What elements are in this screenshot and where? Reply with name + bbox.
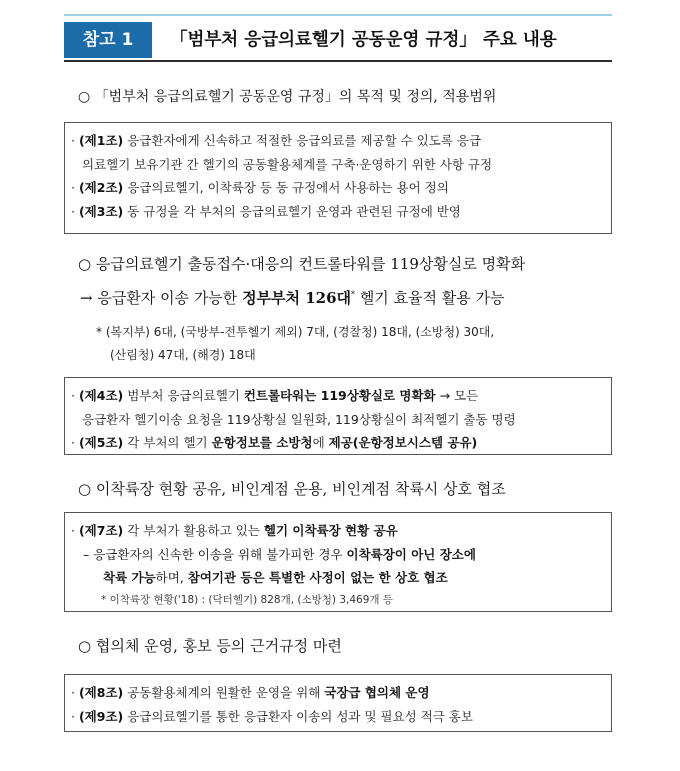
article-5-bold-1: 운항정보를 소방청 — [211, 435, 313, 450]
footnote-mark: * — [351, 290, 356, 299]
section1-box — [64, 122, 612, 234]
article-1-cont: 의료헬기 보유기관 간 헬기의 공동활용체계를 구축·운영하기 위한 사항 규정 — [82, 156, 493, 172]
article-4-label: (제4조) — [78, 388, 124, 403]
article-4-tail: → 모든 — [435, 388, 479, 403]
article-7-sub-text: – 응급환자의 신속한 이송을 위해 불가피한 경우 — [83, 546, 347, 562]
article-8-label: (제8조) — [78, 685, 124, 700]
arrow-prefix: → 응급환자 이송 가능한 — [80, 289, 243, 307]
article-7-sub-cont — [71, 566, 603, 590]
article-8-line — [71, 681, 603, 705]
section3-box — [64, 512, 612, 612]
article-7-sub-bold: 이착륙장이 아닌 장소에 — [346, 546, 476, 562]
helicopter-count-note-2: (산림청) 47대, (해경) 18대 — [110, 348, 256, 362]
article-5-label: (제5조) — [78, 435, 124, 450]
article-3-line — [71, 200, 603, 224]
helipad-status-note: * 이착륙장 현황('18) : (닥터헬기) 828개, (소방청) 3,469개 등 — [101, 593, 394, 606]
section2-heading: ○ 응급의료헬기 출동접수·대응의 컨트롤타워를 119상황실로 명확화 — [78, 255, 526, 273]
article-5-text: 각 부처의 헬기 — [123, 435, 212, 450]
article-5-line — [71, 431, 603, 455]
article-9-line — [71, 705, 603, 729]
section3-heading: ○ 이착륙장 현황 공유, 비인계점 운용, 비인계점 착륙시 상호 협조 — [78, 480, 506, 498]
section4-heading: ○ 협의체 운영, 홍보 등의 근거규정 마련 — [78, 637, 342, 655]
article-9-label: (제9조) — [78, 708, 124, 724]
article-7-cont-text: 하며, — [155, 570, 188, 585]
bullet: · — [71, 180, 75, 195]
section4-box — [64, 674, 612, 732]
article-7-text: 각 부처가 활용하고 있는 — [123, 523, 264, 538]
article-7-sub — [71, 543, 603, 567]
bullet: · — [71, 435, 75, 450]
article-8-bold: 국장급 협의체 운영 — [324, 685, 430, 700]
article-5-bold-2: 제공(운항정보시스템 공유) — [328, 435, 478, 450]
article-7-line — [71, 519, 603, 543]
article-7-cont-bold-2: 참여기관 등은 특별한 사정이 없는 한 상호 협조 — [187, 570, 448, 585]
arrow-bold: 정부부처 126대 — [242, 289, 352, 307]
article-8-text: 공동활용체계의 원활한 운영을 위해 — [123, 685, 325, 700]
section1-heading: ○ 「범부처 응급의료헬기 공동운영 규정」의 목적 및 정의, 적용범위 — [78, 89, 497, 105]
article-5-mid: 에 — [312, 435, 329, 450]
section2-box — [64, 377, 612, 455]
reference-tag: 참고 1 — [64, 22, 152, 58]
article-7-bold: 헬기 이착륙장 현황 공유 — [263, 523, 398, 538]
article-4-text: 범부처 응급의료헬기 — [123, 388, 244, 403]
article-1-label: (제1조) — [78, 133, 124, 148]
article-1-text: 응급환자에게 신속하고 적절한 응급의료를 제공할 수 있도록 응급 — [123, 133, 482, 148]
article-2-text: 응급의료헬기, 이착륙장 등 동 규정에서 사용하는 용어 정의 — [123, 180, 449, 195]
header-rule — [64, 60, 612, 62]
article-2-label: (제2조) — [78, 180, 124, 195]
article-1-line — [71, 129, 603, 153]
bullet: · — [71, 685, 75, 700]
article-2-line — [71, 176, 603, 200]
article-4-cont: 응급환자 헬기이송 요청을 119상황실 일원화, 119상황실이 최적헬기 출동 명령 — [82, 411, 516, 427]
bullet: · — [71, 523, 75, 538]
document-header — [64, 22, 612, 60]
helicopter-count-note-1: * (복지부) 6대, (국방부-전투헬기 제외) 7대, (경찰청) 18대, (소방청) 30대, — [96, 325, 495, 339]
page-title: 「범부처 응급의료헬기 공동운영 규정」 주요 내용 — [170, 30, 557, 50]
article-3-label: (제3조) — [78, 203, 124, 219]
bullet: · — [71, 133, 75, 148]
article-9-text: 응급의료헬기를 통한 응급환자 이송의 성과 및 필요성 적극 홍보 — [123, 708, 473, 724]
article-3-text: 동 규정을 각 부처의 응급의료헬기 운영과 관련된 규정에 반영 — [123, 203, 461, 219]
bullet: · — [71, 388, 75, 403]
article-4-bold: 컨트롤타워는 119상황실로 명확화 — [243, 388, 436, 403]
bullet: · — [71, 708, 75, 724]
article-7-cont-bold-1: 착륙 가능 — [103, 570, 156, 585]
bullet: · — [71, 203, 75, 219]
article-7-label: (제7조) — [78, 523, 124, 538]
top-rule — [64, 14, 612, 16]
arrow-summary — [80, 287, 505, 308]
arrow-suffix: 헬기 효율적 활용 가능 — [355, 289, 505, 307]
article-4-line — [71, 384, 603, 408]
